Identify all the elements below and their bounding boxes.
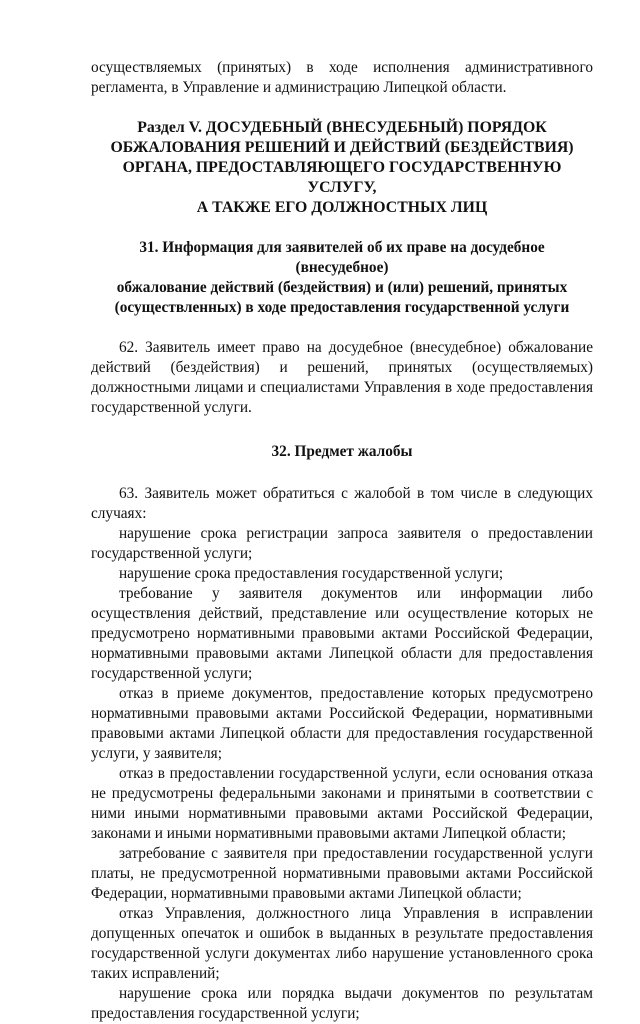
case-item: затребование с заявителя при предоставлении государственной услуги платы, не предусмотренной нормативными правовыми актами Российской Федерации, нормативными правовыми актами Липецкой области; (91, 845, 593, 902)
section-title-line: ОРГАНА, ПРЕДОСТАВЛЯЮЩЕГО ГОСУДАРСТВЕННУЮ УСЛУГУ, (122, 159, 562, 196)
subsection-31-title (91, 238, 593, 318)
subsection-title-line: обжалование действий (бездействия) и (или) решений, принятых (116, 279, 568, 296)
document-page (91, 58, 593, 1024)
paragraph-62: 62. Заявитель имеет право на досудебное (внесудебное) обжалование действий (бездействия) и решений, принятых (осуществляемых) должностными лицами и специалистами Управления в ходе предоставления государственной услуги. (91, 339, 593, 416)
section-title-line: ОБЖАЛОВАНИЯ РЕШЕНИЙ И ДЕЙСТВИЙ (БЕЗДЕЙСТВИЯ) (110, 139, 574, 156)
case-item: отказ в приеме документов, предоставление которых предусмотрено нормативными правовыми актами Российской Федерации, нормативными правовыми актами Липецкой области для предоставления государственной услуги, у заявителя; (91, 685, 593, 762)
subsection-title-line: 31. Информация для заявителей об их праве на досудебное (внесудебное) (139, 239, 545, 276)
section-title-line: А ТАКЖЕ ЕГО ДОЛЖНОСТНЫХ ЛИЦ (196, 199, 488, 216)
paragraph-63: 63. Заявитель может обратиться с жалобой в том числе в следующих случаях: (91, 485, 593, 522)
subsection-title-line: (осуществленных) в ходе предоставления государственной услуги (114, 299, 570, 316)
case-item: нарушение срока предоставления государственной услуги; (119, 565, 504, 582)
case-item: нарушение срока или порядка выдачи документов по результатам предоставления государственной услуги; (91, 985, 593, 1022)
case-item: отказ Управления, должностного лица Управления в исправлении допущенных опечаток и ошибок в выданных в результате предоставления государственной услуги документах либо нарушение установленного срока таких исправлений; (91, 905, 593, 982)
case-item: нарушение срока регистрации запроса заявителя о предоставлении государственной услуги; (91, 525, 593, 562)
case-item: требование у заявителя документов или информации либо осуществления действий, представление или осуществление которых не предусмотрено нормативными правовыми актами Российской Федерации, нормативными правовыми актами Липецкой области для предоставления государственной услуги; (91, 585, 593, 682)
subsection-32-title: 32. Предмет жалобы (271, 443, 413, 460)
case-item: отказ в предоставлении государственной услуги, если основания отказа не предусмотрены федеральными законами и принятыми в соответствии с ними иными нормативными правовыми актами Российской Федерации, законами и иными нормативными правовыми актами Липецкой области; (91, 765, 593, 842)
intro-paragraph: осуществляемых (принятых) в ходе исполнения административного регламента, в Управление и администрацию Липецкой области. (91, 59, 593, 96)
section-title-line: Раздел V. ДОСУДЕБНЫЙ (ВНЕСУДЕБНЫЙ) ПОРЯДОК (137, 119, 547, 136)
section-title (91, 118, 593, 218)
